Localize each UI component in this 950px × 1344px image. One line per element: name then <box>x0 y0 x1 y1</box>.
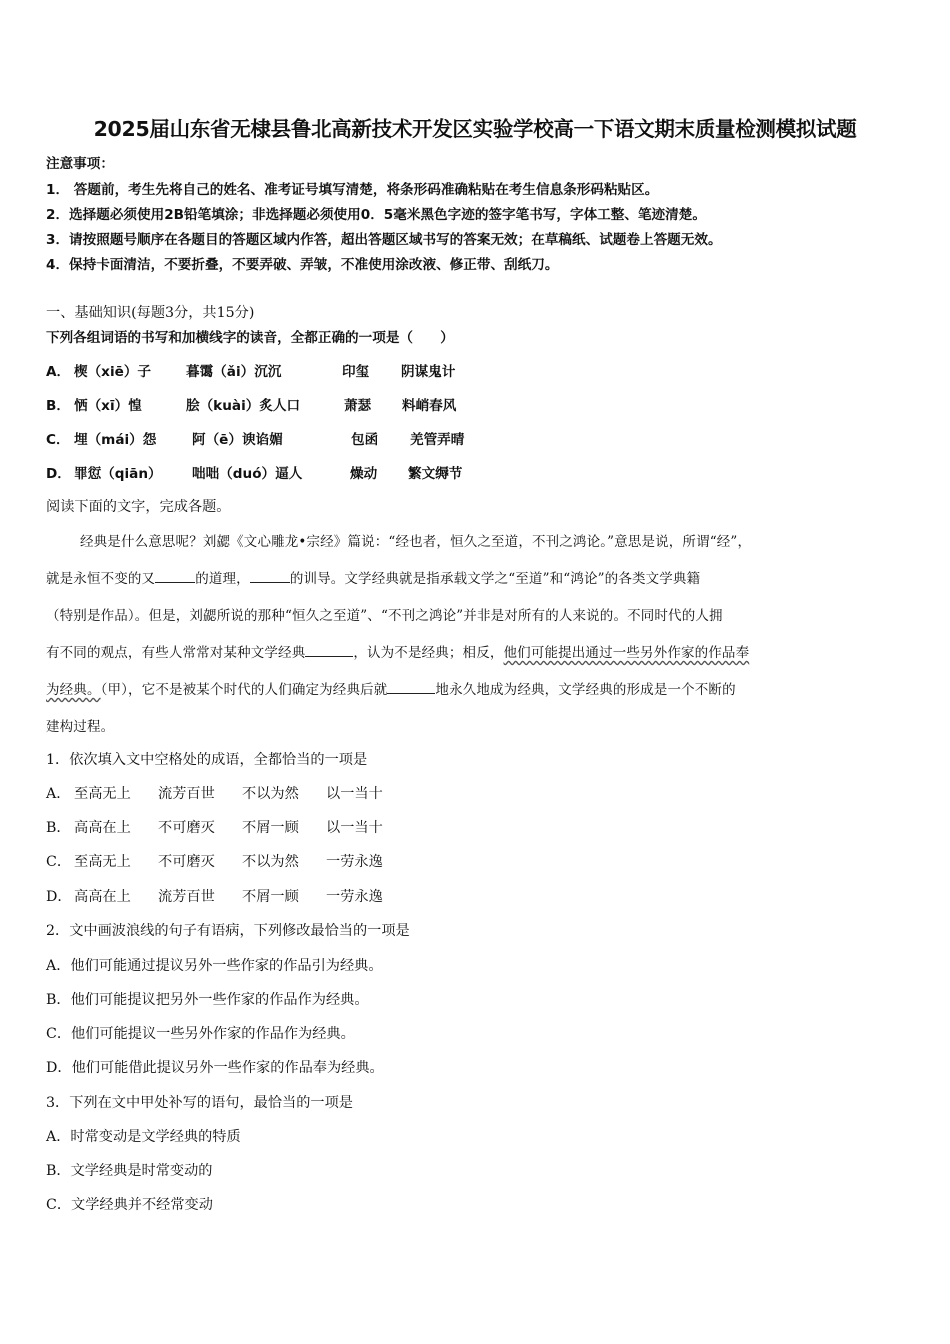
option-word: 以一当十 <box>326 820 383 836</box>
question-stem: 3．下列在文中甲处补写的语句，最恰当的一项是 <box>46 1095 353 1111</box>
option-label: D． <box>46 466 71 482</box>
notice-item: 2．选择题必须使用2B铅笔填涂；非选择题必须使用0．5毫米黑色字迹的签字笔书写，字体工整、笔迹清楚。 <box>46 207 706 223</box>
q2-option-c: C．他们可能提议一些另外作家的作品作为经典。 <box>46 1026 355 1042</box>
option-word: 一劳永逸 <box>326 889 383 905</box>
option-row-a <box>46 360 646 380</box>
q3-option-b: B．文学经典是时常变动的 <box>46 1163 213 1179</box>
option-word: 咄咄（duó）逼人 <box>192 466 303 482</box>
fill-blank <box>305 644 353 657</box>
question-stem: 1．依次填入文中空格处的成语，全都恰当的一项是 <box>46 752 368 768</box>
option-row-d <box>46 462 646 482</box>
passage-text: 的道理， <box>195 571 250 587</box>
option-word: 暮霭（ǎi）沉沉 <box>186 364 282 380</box>
section-heading: 一、基础知识(每题3分，共15分) <box>46 305 255 321</box>
q2-option-a: A．他们可能通过提议另外一些作家的作品引为经典。 <box>46 958 383 974</box>
option-word: 至高无上 <box>74 854 131 870</box>
wavy-underlined-sentence: 他们可能提出通过一些另外作家的作品奉 <box>503 645 750 661</box>
passage-line <box>46 567 906 587</box>
option-word: 印玺 <box>342 364 370 380</box>
q2-option-b: B．他们可能提议把另外一些作家的作品作为经典。 <box>46 992 369 1008</box>
option-word: 不可磨灭 <box>158 854 215 870</box>
option-row-c <box>46 428 646 448</box>
option-word: 以一当十 <box>326 786 383 802</box>
option-word: 楔（xiē）子 <box>74 364 152 380</box>
passage-text: 地永久地成为经典，文学经典的形成是一个不断的 <box>435 682 736 698</box>
passage-text: （甲），它不是被某个时代的人们确定为经典后就 <box>100 682 388 698</box>
fill-blank <box>387 681 435 694</box>
option-label: B． <box>46 398 70 414</box>
passage-text: 有不同的观点，有些人常常对某种文学经典 <box>46 645 306 661</box>
option-word: 不屑一顾 <box>242 889 299 905</box>
q1-option-b <box>46 817 546 837</box>
option-row-b <box>46 394 646 414</box>
option-word: 流芳百世 <box>158 889 215 905</box>
option-word: 燥动 <box>350 466 378 482</box>
wavy-underlined-sentence: 为经典。 <box>46 682 101 698</box>
q1-option-c <box>46 851 546 871</box>
page-title: 2025届山东省无棣县鲁北高新技术开发区实验学校高一下语文期末质量检测模拟试题 <box>93 117 857 141</box>
option-word: 至高无上 <box>74 786 131 802</box>
passage-text: 的训导。文学经典就是指承载文学之“至道”和“鸿论”的各类文学典籍 <box>289 571 701 587</box>
option-word: 恓（xī）惶 <box>74 398 142 414</box>
option-word: 罪愆（qiān） <box>74 466 162 482</box>
option-word: 不可磨灭 <box>158 820 215 836</box>
passage-line: 经典是什么意思呢？刘勰《文心雕龙•宗经》篇说：“经也者，恒久之至道，不刊之鸿论。”意思是说，所谓“经”， <box>80 534 752 550</box>
passage-text: ，认为不是经典；相反， <box>353 645 504 661</box>
q2-option-d: D．他们可能借此提议另外一些作家的作品奉为经典。 <box>46 1060 384 1076</box>
passage-line: （特别是作品）。但是，刘勰所说的那种“恒久之至道”、“不刊之鸿论”并非是对所有的人来说的。不同时代的人拥 <box>46 608 723 624</box>
q3-option-c: C．文学经典并不经常变动 <box>46 1197 213 1213</box>
notice-heading: 注意事项： <box>46 156 114 172</box>
option-word: 流芳百世 <box>158 786 215 802</box>
option-label: C． <box>46 854 72 870</box>
option-word: 高高在上 <box>74 889 131 905</box>
notice-item: 3．请按照题号顺序在各题目的答题区域内作答，超出答题区域书写的答案无效；在草稿纸、试题卷上答题无效。 <box>46 232 722 248</box>
q1-option-a <box>46 783 546 803</box>
option-word: 脍（kuài）炙人口 <box>186 398 301 414</box>
reading-intro: 阅读下面的文字，完成各题。 <box>46 499 231 515</box>
option-label: D． <box>46 889 72 905</box>
option-word: 料峭春风 <box>402 398 457 414</box>
option-label: B． <box>46 820 71 836</box>
fill-blank <box>155 570 195 583</box>
option-word: 埋（mái）怨 <box>74 432 157 448</box>
option-label: A． <box>46 786 71 802</box>
option-word: 萧瑟 <box>344 398 372 414</box>
option-word: 包函 <box>351 432 379 448</box>
option-word: 阴谋鬼计 <box>401 364 456 380</box>
q3-option-a: A．时常变动是文学经典的特质 <box>46 1129 241 1145</box>
option-word: 一劳永逸 <box>326 854 383 870</box>
option-word: 繁文缛节 <box>408 466 463 482</box>
option-word: 阿（ē）谀谄媚 <box>192 432 283 448</box>
option-word: 高高在上 <box>74 820 131 836</box>
option-word: 不屑一顾 <box>242 820 299 836</box>
question-stem: 下列各组词语的书写和加横线字的读音，全都正确的一项是（ ） <box>46 330 454 346</box>
passage-line: 建构过程。 <box>46 719 115 735</box>
fill-blank <box>250 570 290 583</box>
passage-text: 就是永恒不变的又 <box>46 571 156 587</box>
option-label: C． <box>46 432 70 448</box>
notice-item: 4．保持卡面清洁，不要折叠，不要弄破、弄皱，不准使用涂改液、修正带、刮纸刀。 <box>46 257 559 273</box>
option-word: 羌管弄晴 <box>410 432 465 448</box>
notice-item: 1． 答题前，考生先将自己的姓名、准考证号填写清楚，将条形码准确粘贴在考生信息条形码粘贴区。 <box>46 182 659 198</box>
question-stem: 2．文中画波浪线的句子有语病，下列修改最恰当的一项是 <box>46 923 410 939</box>
q1-option-d <box>46 886 546 906</box>
passage-line <box>46 641 906 661</box>
option-label: A． <box>46 364 71 380</box>
passage-line <box>46 678 906 698</box>
option-word: 不以为然 <box>242 854 299 870</box>
option-word: 不以为然 <box>242 786 299 802</box>
